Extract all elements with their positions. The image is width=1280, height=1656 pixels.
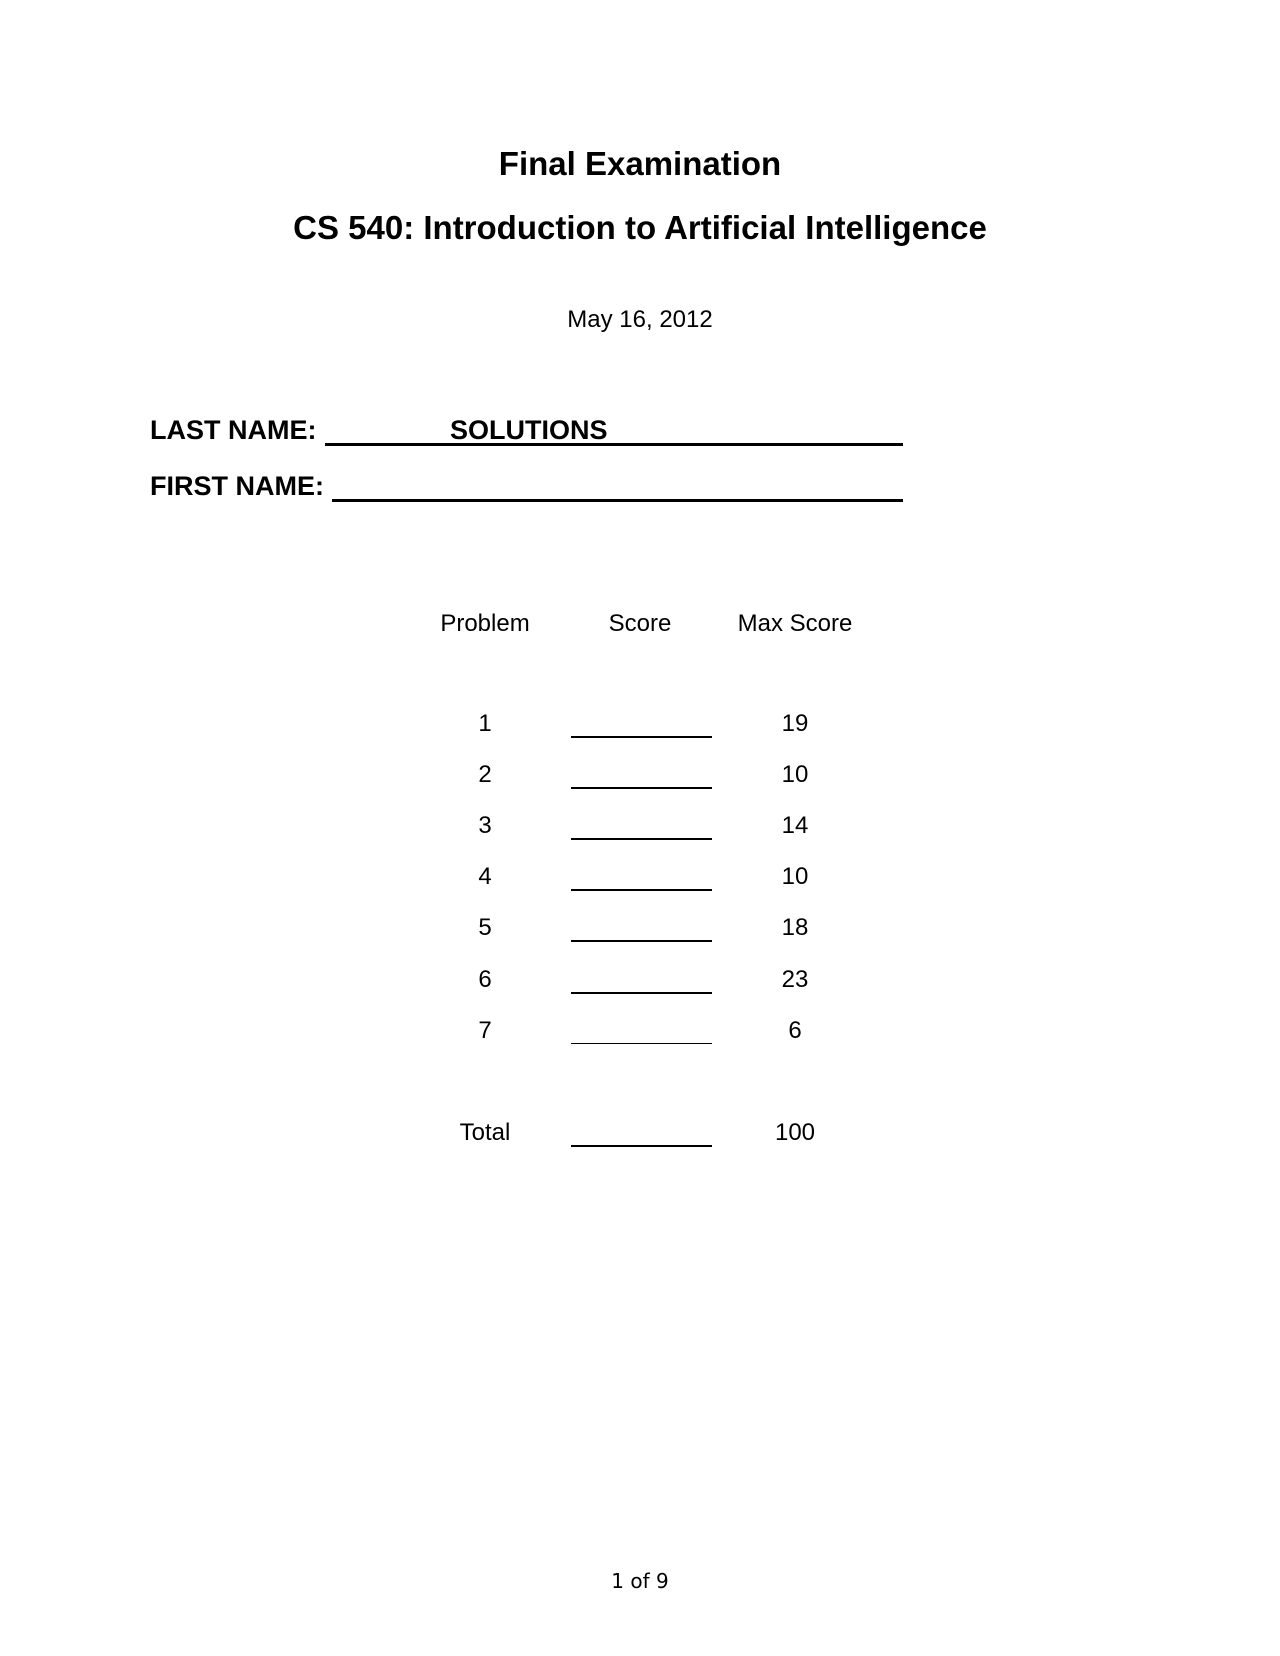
max-score: 10 [781, 761, 809, 788]
max-score: 6 [788, 1017, 802, 1044]
page-number: 1 of 9 [611, 1569, 669, 1593]
max-score: 14 [781, 812, 809, 839]
header-problem: Problem [440, 610, 530, 637]
score-table-header [0, 609, 1280, 639]
problem-number: 3 [478, 812, 492, 839]
score-blank[interactable] [571, 1043, 712, 1044]
exam-title: Final Examination [498, 145, 782, 182]
score-blank[interactable] [571, 992, 712, 994]
table-row [0, 965, 1280, 995]
table-row [0, 862, 1280, 892]
course-title: CS 540: Introduction to Artificial Intelligence [293, 209, 987, 246]
score-blank[interactable] [571, 787, 712, 789]
exam-date: May 16, 2012 [567, 306, 713, 333]
total-score-blank[interactable] [571, 1145, 712, 1147]
problem-number: 7 [478, 1017, 492, 1044]
header-max-score: Max Score [737, 610, 853, 637]
score-blank[interactable] [571, 736, 712, 738]
first-name-underline [332, 499, 903, 502]
header-score: Score [608, 610, 672, 637]
max-score: 19 [781, 710, 809, 737]
first-name-label: FIRST NAME: [150, 471, 324, 501]
last-name-value: SOLUTIONS [450, 415, 608, 445]
table-row [0, 760, 1280, 790]
max-score: 23 [781, 966, 809, 993]
score-blank[interactable] [571, 889, 712, 891]
last-name-label: LAST NAME: [150, 415, 317, 445]
last-name-underline [325, 443, 903, 446]
total-max-score: 100 [774, 1119, 816, 1146]
problem-number: 6 [478, 966, 492, 993]
max-score: 18 [781, 914, 809, 941]
table-row [0, 1016, 1280, 1046]
table-row [0, 709, 1280, 739]
problem-number: 1 [478, 710, 492, 737]
problem-number: 2 [478, 761, 492, 788]
table-row [0, 811, 1280, 841]
score-blank[interactable] [571, 838, 712, 840]
table-row [0, 913, 1280, 943]
problem-number: 4 [478, 863, 492, 890]
score-blank[interactable] [571, 940, 712, 942]
problem-number: 5 [478, 914, 492, 941]
total-label: Total [459, 1119, 511, 1146]
total-row [0, 1118, 1280, 1148]
max-score: 10 [781, 863, 809, 890]
